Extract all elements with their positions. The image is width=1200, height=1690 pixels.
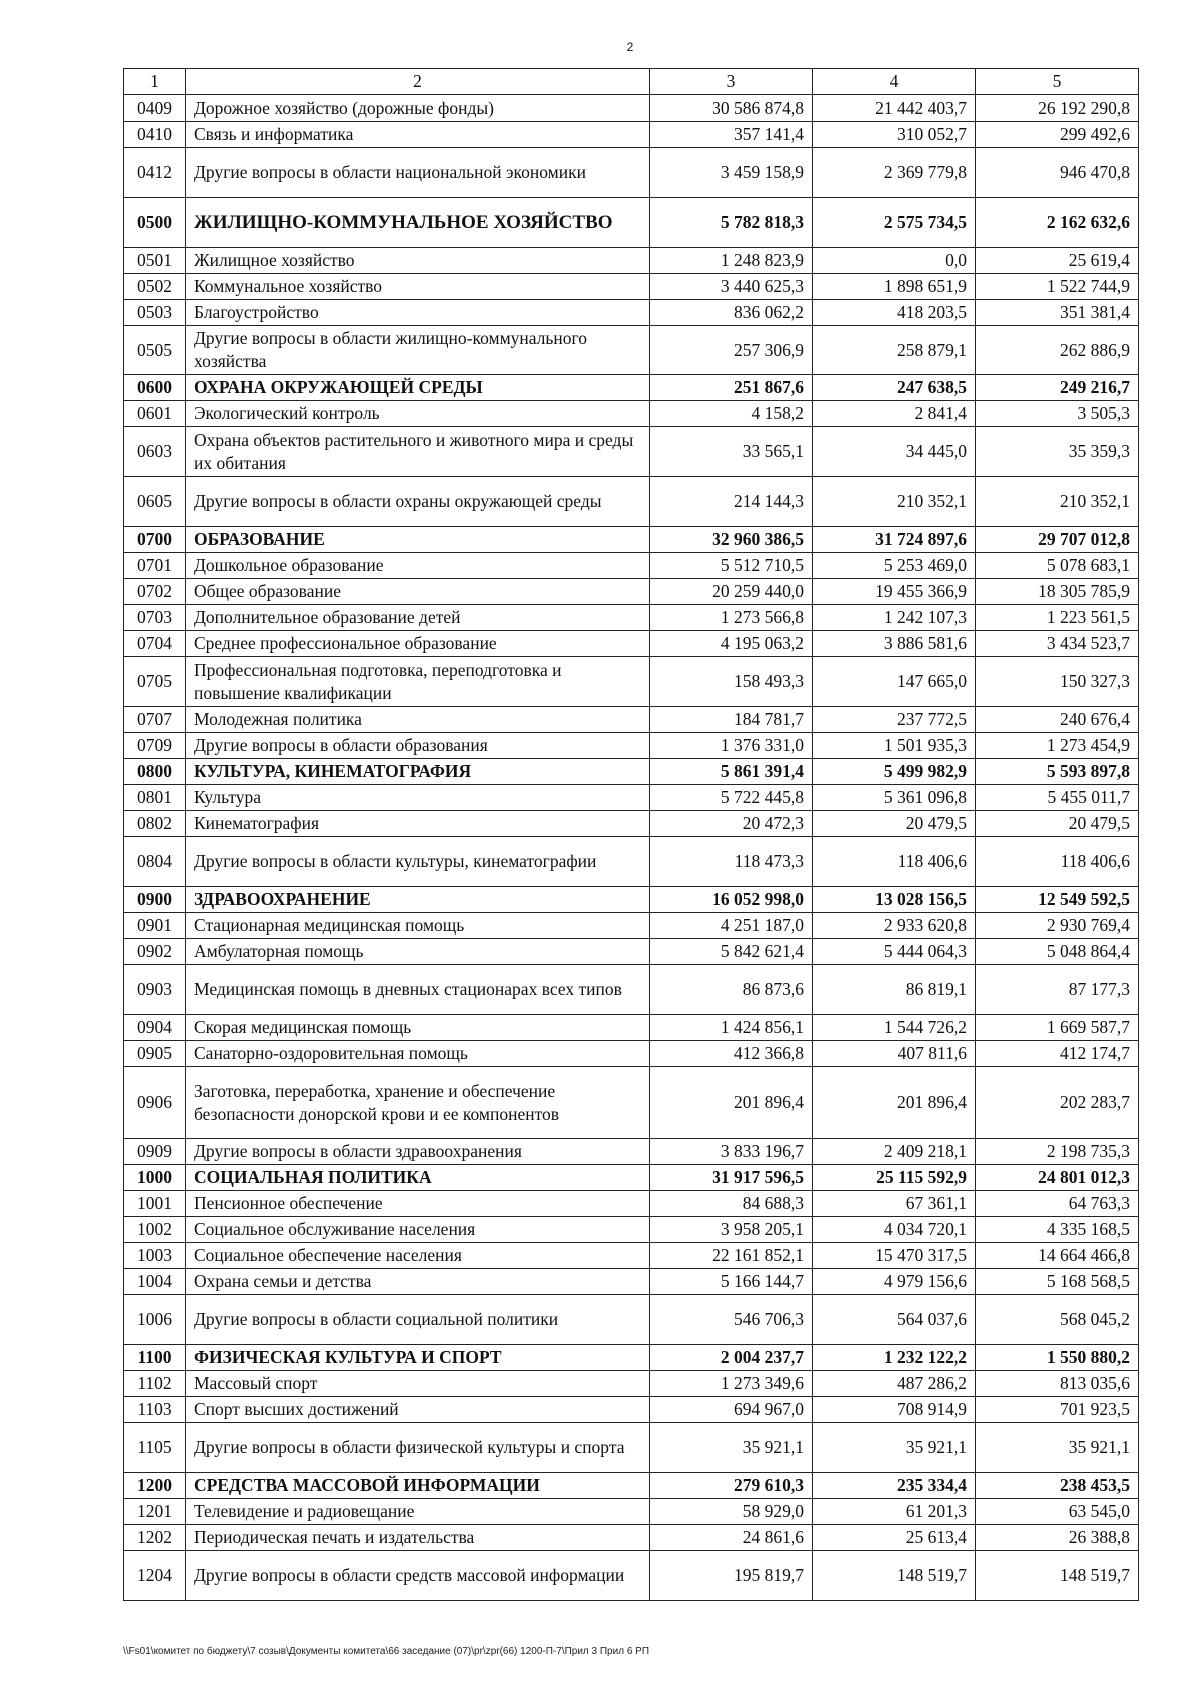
name-cell: Другие вопросы в области социальной политики: [186, 1295, 650, 1345]
value-cell-4: 35 921,1: [813, 1423, 976, 1473]
value-cell-4: 258 879,1: [813, 326, 976, 375]
table-row: [124, 965, 1139, 1015]
table-row: [124, 605, 1139, 631]
code-cell: 1006: [124, 1295, 186, 1345]
code-cell: 1204: [124, 1551, 186, 1601]
value-cell-3: 357 141,4: [650, 122, 813, 148]
value-cell-4: 4 979 156,6: [813, 1269, 976, 1295]
value-cell-5: 210 352,1: [976, 477, 1139, 527]
code-cell: 0909: [124, 1139, 186, 1165]
table-row: [124, 939, 1139, 965]
value-cell-3: 24 861,6: [650, 1525, 813, 1551]
name-cell: Экологический контроль: [186, 401, 650, 427]
value-cell-3: 5 842 621,4: [650, 939, 813, 965]
value-cell-5: 4 335 168,5: [976, 1217, 1139, 1243]
value-cell-4: 0,0: [813, 248, 976, 274]
table-row: [124, 326, 1139, 375]
value-cell-4: 201 896,4: [813, 1067, 976, 1139]
column-header-value-3: 3: [650, 69, 813, 95]
value-cell-3: 251 867,6: [650, 375, 813, 401]
name-cell: Спорт высших достижений: [186, 1397, 650, 1423]
table-row: [124, 427, 1139, 477]
table-row: [124, 95, 1139, 122]
code-cell: 0904: [124, 1015, 186, 1041]
value-cell-5: 150 327,3: [976, 657, 1139, 707]
value-cell-3: 4 158,2: [650, 401, 813, 427]
value-cell-4: 19 455 366,9: [813, 579, 976, 605]
value-cell-4: 1 898 651,9: [813, 274, 976, 300]
table-row-section: [124, 527, 1139, 553]
value-cell-5: 3 434 523,7: [976, 631, 1139, 657]
code-cell: 1102: [124, 1371, 186, 1397]
value-cell-3: 31 917 596,5: [650, 1165, 813, 1191]
code-cell: 1001: [124, 1191, 186, 1217]
value-cell-3: 32 960 386,5: [650, 527, 813, 553]
value-cell-4: 2 575 734,5: [813, 198, 976, 248]
table-row: [124, 248, 1139, 274]
name-cell: Другие вопросы в области физической культуры и спорта: [186, 1423, 650, 1473]
value-cell-4: 708 914,9: [813, 1397, 976, 1423]
value-cell-5: 25 619,4: [976, 248, 1139, 274]
name-cell: Профессиональная подготовка, переподготовка и повышение квалификации: [186, 657, 650, 707]
value-cell-4: 5 361 096,8: [813, 785, 976, 811]
column-header-code: 1: [124, 69, 186, 95]
table-row: [124, 1423, 1139, 1473]
name-cell: Социальное обслуживание населения: [186, 1217, 650, 1243]
table-row: [124, 657, 1139, 707]
value-cell-5: 18 305 785,9: [976, 579, 1139, 605]
name-cell: Другие вопросы в области жилищно-коммунального хозяйства: [186, 326, 650, 375]
table-row-section: [124, 198, 1139, 248]
value-cell-3: 16 052 998,0: [650, 887, 813, 913]
code-cell: 1201: [124, 1499, 186, 1525]
name-cell: Пенсионное обеспечение: [186, 1191, 650, 1217]
code-cell: 0503: [124, 300, 186, 326]
code-cell: 0703: [124, 605, 186, 631]
value-cell-3: 836 062,2: [650, 300, 813, 326]
value-cell-4: 1 242 107,3: [813, 605, 976, 631]
table-row: [124, 148, 1139, 198]
name-cell: ЖИЛИЩНО-КОММУНАЛЬНОЕ ХОЗЯЙСТВО: [186, 198, 650, 248]
value-cell-3: 58 929,0: [650, 1499, 813, 1525]
value-cell-4: 4 034 720,1: [813, 1217, 976, 1243]
code-cell: 0905: [124, 1041, 186, 1067]
value-cell-5: 2 198 735,3: [976, 1139, 1139, 1165]
value-cell-4: 487 286,2: [813, 1371, 976, 1397]
table-row: [124, 1269, 1139, 1295]
value-cell-3: 3 833 196,7: [650, 1139, 813, 1165]
value-cell-5: 240 676,4: [976, 707, 1139, 733]
table-row: [124, 1243, 1139, 1269]
column-header-name: 2: [186, 69, 650, 95]
value-cell-5: 262 886,9: [976, 326, 1139, 375]
value-cell-3: 4 251 187,0: [650, 913, 813, 939]
table-row: [124, 837, 1139, 887]
table-row-section: [124, 1165, 1139, 1191]
name-cell: Молодежная политика: [186, 707, 650, 733]
value-cell-5: 1 522 744,9: [976, 274, 1139, 300]
value-cell-3: 5 782 818,3: [650, 198, 813, 248]
value-cell-4: 247 638,5: [813, 375, 976, 401]
code-cell: 0704: [124, 631, 186, 657]
code-cell: 0409: [124, 95, 186, 122]
value-cell-5: 5 048 864,4: [976, 939, 1139, 965]
value-cell-5: 26 192 290,8: [976, 95, 1139, 122]
value-cell-3: 3 440 625,3: [650, 274, 813, 300]
code-cell: 0700: [124, 527, 186, 553]
value-cell-3: 5 722 445,8: [650, 785, 813, 811]
value-cell-3: 694 967,0: [650, 1397, 813, 1423]
code-cell: 0605: [124, 477, 186, 527]
value-cell-3: 3 459 158,9: [650, 148, 813, 198]
table-row-section: [124, 375, 1139, 401]
value-cell-4: 3 886 581,6: [813, 631, 976, 657]
code-cell: 0902: [124, 939, 186, 965]
name-cell: ЗДРАВООХРАНЕНИЕ: [186, 887, 650, 913]
value-cell-5: 2 162 632,6: [976, 198, 1139, 248]
table-row: [124, 122, 1139, 148]
code-cell: 1003: [124, 1243, 186, 1269]
value-cell-4: 34 445,0: [813, 427, 976, 477]
code-cell: 0410: [124, 122, 186, 148]
value-cell-4: 2 409 218,1: [813, 1139, 976, 1165]
value-cell-5: 5 455 011,7: [976, 785, 1139, 811]
code-cell: 1105: [124, 1423, 186, 1473]
value-cell-4: 5 499 982,9: [813, 759, 976, 785]
code-cell: 0502: [124, 274, 186, 300]
value-cell-5: 249 216,7: [976, 375, 1139, 401]
value-cell-5: 12 549 592,5: [976, 887, 1139, 913]
column-header-value-5: 5: [976, 69, 1139, 95]
value-cell-3: 30 586 874,8: [650, 95, 813, 122]
value-cell-4: 2 841,4: [813, 401, 976, 427]
code-cell: 1202: [124, 1525, 186, 1551]
value-cell-3: 279 610,3: [650, 1473, 813, 1499]
value-cell-4: 210 352,1: [813, 477, 976, 527]
value-cell-4: 5 253 469,0: [813, 553, 976, 579]
table-row: [124, 1295, 1139, 1345]
value-cell-5: 26 388,8: [976, 1525, 1139, 1551]
value-cell-5: 29 707 012,8: [976, 527, 1139, 553]
name-cell: ОБРАЗОВАНИЕ: [186, 527, 650, 553]
name-cell: Дорожное хозяйство (дорожные фонды): [186, 95, 650, 122]
value-cell-4: 5 444 064,3: [813, 939, 976, 965]
value-cell-3: 546 706,3: [650, 1295, 813, 1345]
value-cell-4: 148 519,7: [813, 1551, 976, 1601]
value-cell-5: 1 550 880,2: [976, 1345, 1139, 1371]
name-cell: Коммунальное хозяйство: [186, 274, 650, 300]
name-cell: Медицинская помощь в дневных стационарах всех типов: [186, 965, 650, 1015]
value-cell-3: 5 166 144,7: [650, 1269, 813, 1295]
name-cell: Другие вопросы в области здравоохранения: [186, 1139, 650, 1165]
value-cell-5: 35 359,3: [976, 427, 1139, 477]
value-cell-5: 238 453,5: [976, 1473, 1139, 1499]
value-cell-3: 84 688,3: [650, 1191, 813, 1217]
table-row: [124, 477, 1139, 527]
value-cell-4: 31 724 897,6: [813, 527, 976, 553]
name-cell: Периодическая печать и издательства: [186, 1525, 650, 1551]
code-cell: 1000: [124, 1165, 186, 1191]
value-cell-4: 13 028 156,5: [813, 887, 976, 913]
code-cell: 0802: [124, 811, 186, 837]
value-cell-4: 1 544 726,2: [813, 1015, 976, 1041]
table-row: [124, 733, 1139, 759]
name-cell: КУЛЬТУРА, КИНЕМАТОГРАФИЯ: [186, 759, 650, 785]
value-cell-4: 310 052,7: [813, 122, 976, 148]
name-cell: Другие вопросы в области охраны окружающей среды: [186, 477, 650, 527]
name-cell: ФИЗИЧЕСКАЯ КУЛЬТУРА И СПОРТ: [186, 1345, 650, 1371]
table-body: [124, 95, 1139, 1601]
table-row-section: [124, 887, 1139, 913]
value-cell-5: 14 664 466,8: [976, 1243, 1139, 1269]
value-cell-5: 946 470,8: [976, 148, 1139, 198]
table-row: [124, 1015, 1139, 1041]
value-cell-5: 701 923,5: [976, 1397, 1139, 1423]
value-cell-5: 63 545,0: [976, 1499, 1139, 1525]
table-row: [124, 274, 1139, 300]
name-cell: Амбулаторная помощь: [186, 939, 650, 965]
name-cell: Охрана семьи и детства: [186, 1269, 650, 1295]
code-cell: 1004: [124, 1269, 186, 1295]
value-cell-3: 2 004 237,7: [650, 1345, 813, 1371]
table-row: [124, 579, 1139, 605]
table-row: [124, 811, 1139, 837]
table-row-section: [124, 1473, 1139, 1499]
value-cell-3: 4 195 063,2: [650, 631, 813, 657]
name-cell: Среднее профессиональное образование: [186, 631, 650, 657]
value-cell-4: 407 811,6: [813, 1041, 976, 1067]
value-cell-5: 148 519,7: [976, 1551, 1139, 1601]
value-cell-4: 21 442 403,7: [813, 95, 976, 122]
name-cell: Социальное обеспечение населения: [186, 1243, 650, 1269]
value-cell-4: 1 232 122,2: [813, 1345, 976, 1371]
value-cell-3: 22 161 852,1: [650, 1243, 813, 1269]
name-cell: Другие вопросы в области образования: [186, 733, 650, 759]
value-cell-5: 35 921,1: [976, 1423, 1139, 1473]
code-cell: 0903: [124, 965, 186, 1015]
table-row-section: [124, 1345, 1139, 1371]
value-cell-5: 202 283,7: [976, 1067, 1139, 1139]
code-cell: 0800: [124, 759, 186, 785]
code-cell: 1002: [124, 1217, 186, 1243]
column-header-value-4: 4: [813, 69, 976, 95]
value-cell-4: 86 819,1: [813, 965, 976, 1015]
code-cell: 0804: [124, 837, 186, 887]
value-cell-4: 237 772,5: [813, 707, 976, 733]
table-row: [124, 553, 1139, 579]
value-cell-4: 118 406,6: [813, 837, 976, 887]
code-cell: 0501: [124, 248, 186, 274]
value-cell-4: 20 479,5: [813, 811, 976, 837]
table-row: [124, 1191, 1139, 1217]
table-row: [124, 1067, 1139, 1139]
value-cell-5: 2 930 769,4: [976, 913, 1139, 939]
code-cell: 0906: [124, 1067, 186, 1139]
value-cell-3: 1 248 823,9: [650, 248, 813, 274]
code-cell: 1103: [124, 1397, 186, 1423]
table-row: [124, 1217, 1139, 1243]
table-row: [124, 1551, 1139, 1601]
value-cell-3: 5 861 391,4: [650, 759, 813, 785]
value-cell-4: 1 501 935,3: [813, 733, 976, 759]
value-cell-3: 257 306,9: [650, 326, 813, 375]
value-cell-4: 564 037,6: [813, 1295, 976, 1345]
name-cell: Дошкольное образование: [186, 553, 650, 579]
table-row: [124, 1371, 1139, 1397]
value-cell-4: 147 665,0: [813, 657, 976, 707]
value-cell-5: 118 406,6: [976, 837, 1139, 887]
name-cell: Скорая медицинская помощь: [186, 1015, 650, 1041]
name-cell: Кинематография: [186, 811, 650, 837]
code-cell: 0412: [124, 148, 186, 198]
value-cell-3: 1 424 856,1: [650, 1015, 813, 1041]
code-cell: 0901: [124, 913, 186, 939]
value-cell-3: 195 819,7: [650, 1551, 813, 1601]
budget-table: [123, 68, 1139, 1601]
value-cell-3: 214 144,3: [650, 477, 813, 527]
code-cell: 0600: [124, 375, 186, 401]
value-cell-5: 1 273 454,9: [976, 733, 1139, 759]
table-row: [124, 300, 1139, 326]
value-cell-5: 3 505,3: [976, 401, 1139, 427]
name-cell: СОЦИАЛЬНАЯ ПОЛИТИКА: [186, 1165, 650, 1191]
name-cell: Общее образование: [186, 579, 650, 605]
value-cell-3: 3 958 205,1: [650, 1217, 813, 1243]
table-row: [124, 631, 1139, 657]
table-row: [124, 1525, 1139, 1551]
table-row: [124, 913, 1139, 939]
name-cell: Телевидение и радиовещание: [186, 1499, 650, 1525]
name-cell: Связь и информатика: [186, 122, 650, 148]
name-cell: Стационарная медицинская помощь: [186, 913, 650, 939]
value-cell-4: 25 115 592,9: [813, 1165, 976, 1191]
code-cell: 0601: [124, 401, 186, 427]
name-cell: Массовый спорт: [186, 1371, 650, 1397]
value-cell-3: 1 273 566,8: [650, 605, 813, 631]
table-row: [124, 1397, 1139, 1423]
value-cell-5: 5 168 568,5: [976, 1269, 1139, 1295]
code-cell: 0707: [124, 707, 186, 733]
table-row: [124, 785, 1139, 811]
table-row: [124, 1499, 1139, 1525]
value-cell-4: 2 369 779,8: [813, 148, 976, 198]
name-cell: Жилищное хозяйство: [186, 248, 650, 274]
value-cell-3: 118 473,3: [650, 837, 813, 887]
value-cell-5: 351 381,4: [976, 300, 1139, 326]
value-cell-4: 61 201,3: [813, 1499, 976, 1525]
value-cell-3: 184 781,7: [650, 707, 813, 733]
code-cell: 0900: [124, 887, 186, 913]
value-cell-3: 86 873,6: [650, 965, 813, 1015]
name-cell: Другие вопросы в области национальной экономики: [186, 148, 650, 198]
code-cell: 1100: [124, 1345, 186, 1371]
table-row-section: [124, 759, 1139, 785]
value-cell-4: 25 613,4: [813, 1525, 976, 1551]
table-row: [124, 1041, 1139, 1067]
value-cell-5: 813 035,6: [976, 1371, 1139, 1397]
value-cell-3: 20 472,3: [650, 811, 813, 837]
value-cell-5: 87 177,3: [976, 965, 1139, 1015]
code-cell: 0500: [124, 198, 186, 248]
value-cell-5: 568 045,2: [976, 1295, 1139, 1345]
value-cell-3: 201 896,4: [650, 1067, 813, 1139]
name-cell: Дополнительное образование детей: [186, 605, 650, 631]
name-cell: Культура: [186, 785, 650, 811]
code-cell: 0709: [124, 733, 186, 759]
code-cell: 0701: [124, 553, 186, 579]
value-cell-5: 5 593 897,8: [976, 759, 1139, 785]
name-cell: Санаторно-оздоровительная помощь: [186, 1041, 650, 1067]
code-cell: 0603: [124, 427, 186, 477]
value-cell-3: 158 493,3: [650, 657, 813, 707]
value-cell-4: 418 203,5: [813, 300, 976, 326]
value-cell-5: 1 669 587,7: [976, 1015, 1139, 1041]
value-cell-3: 412 366,8: [650, 1041, 813, 1067]
code-cell: 1200: [124, 1473, 186, 1499]
value-cell-5: 412 174,7: [976, 1041, 1139, 1067]
name-cell: Другие вопросы в области культуры, кинематографии: [186, 837, 650, 887]
value-cell-5: 1 223 561,5: [976, 605, 1139, 631]
name-cell: Охрана объектов растительного и животного мира и среды их обитания: [186, 427, 650, 477]
table-row: [124, 401, 1139, 427]
value-cell-3: 1 376 331,0: [650, 733, 813, 759]
value-cell-4: 235 334,4: [813, 1473, 976, 1499]
code-cell: 0705: [124, 657, 186, 707]
value-cell-5: 5 078 683,1: [976, 553, 1139, 579]
name-cell: Другие вопросы в области средств массовой информации: [186, 1551, 650, 1601]
file-path-footer: \\Fs01\комитет по бюджету\7 созыв\Документы комитета\66 заседание (07)\pr\zpr(66) 1200-П-7\Прил 3 Прил 6 РП: [123, 1646, 650, 1657]
value-cell-3: 20 259 440,0: [650, 579, 813, 605]
value-cell-4: 2 933 620,8: [813, 913, 976, 939]
name-cell: Заготовка, переработка, хранение и обеспечение безопасности донорской крови и ее компонентов: [186, 1067, 650, 1139]
value-cell-5: 299 492,6: [976, 122, 1139, 148]
value-cell-5: 64 763,3: [976, 1191, 1139, 1217]
code-cell: 0702: [124, 579, 186, 605]
page-number: 2: [626, 40, 634, 54]
value-cell-3: 35 921,1: [650, 1423, 813, 1473]
code-cell: 0505: [124, 326, 186, 375]
value-cell-3: 33 565,1: [650, 427, 813, 477]
value-cell-3: 1 273 349,6: [650, 1371, 813, 1397]
value-cell-5: 20 479,5: [976, 811, 1139, 837]
name-cell: СРЕДСТВА МАССОВОЙ ИНФОРМАЦИИ: [186, 1473, 650, 1499]
value-cell-5: 24 801 012,3: [976, 1165, 1139, 1191]
table-row: [124, 707, 1139, 733]
table-row: [124, 1139, 1139, 1165]
value-cell-4: 67 361,1: [813, 1191, 976, 1217]
code-cell: 0801: [124, 785, 186, 811]
table-header-row: [124, 69, 1139, 95]
name-cell: ОХРАНА ОКРУЖАЮЩЕЙ СРЕДЫ: [186, 375, 650, 401]
value-cell-4: 15 470 317,5: [813, 1243, 976, 1269]
value-cell-3: 5 512 710,5: [650, 553, 813, 579]
name-cell: Благоустройство: [186, 300, 650, 326]
